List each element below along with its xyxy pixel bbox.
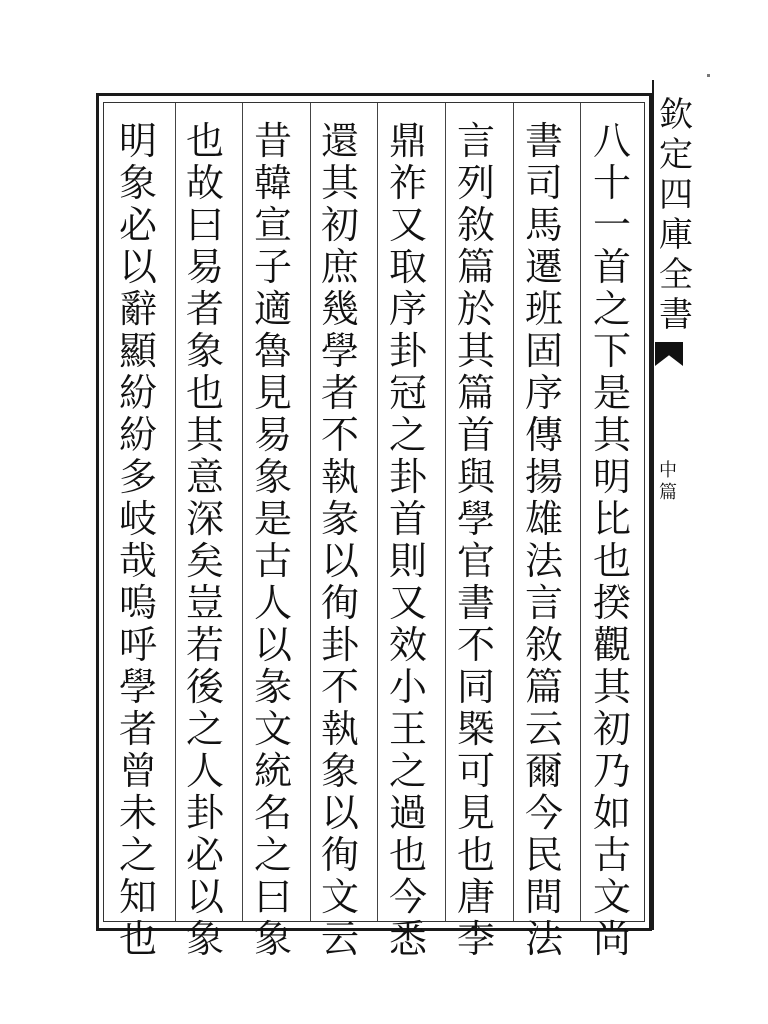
glyph: 過	[388, 791, 427, 835]
glyph: 馬	[524, 203, 563, 247]
glyph: 庶	[320, 245, 359, 289]
glyph: 篇	[659, 482, 677, 503]
glyph: 今	[388, 875, 427, 919]
glyph: 卦	[320, 623, 359, 667]
glyph: 其	[320, 161, 359, 205]
glyph: 十	[592, 161, 631, 205]
glyph: 曰	[253, 875, 292, 919]
glyph: 未	[118, 791, 157, 835]
glyph: 比	[592, 497, 631, 541]
glyph: 象	[320, 749, 359, 793]
glyph: 明	[592, 455, 631, 499]
glyph: 欽	[659, 95, 693, 135]
glyph: 卦	[185, 791, 224, 835]
glyph: 云	[524, 707, 563, 751]
glyph: 故	[185, 161, 224, 205]
glyph: 卦	[388, 329, 427, 373]
glyph: 卦	[388, 455, 427, 499]
text-column	[512, 119, 576, 961]
glyph: 也	[185, 371, 224, 415]
glyph: 全	[659, 255, 693, 295]
glyph: 法	[524, 917, 563, 961]
glyph: 執	[320, 455, 359, 499]
glyph: 效	[388, 623, 427, 667]
text-column	[376, 119, 440, 961]
glyph: 名	[253, 791, 292, 835]
glyph: 易	[185, 245, 224, 289]
glyph: 官	[456, 539, 495, 583]
glyph: 後	[185, 665, 224, 709]
glyph: 書	[524, 119, 563, 163]
glyph: 易	[253, 413, 292, 457]
glyph: 幾	[320, 287, 359, 331]
text-column	[173, 119, 237, 961]
glyph: 書	[456, 581, 495, 625]
glyph: 首	[592, 245, 631, 289]
glyph: 不	[456, 623, 495, 667]
glyph: 統	[253, 749, 292, 793]
glyph: 是	[592, 371, 631, 415]
glyph: 不	[320, 665, 359, 709]
glyph: 徇	[320, 581, 359, 625]
glyph: 序	[524, 371, 563, 415]
glyph: 尚	[592, 917, 631, 961]
glyph: 學	[456, 497, 495, 541]
glyph: 可	[456, 749, 495, 793]
glyph: 固	[524, 329, 563, 373]
glyph: 者	[118, 707, 157, 751]
glyph: 是	[253, 497, 292, 541]
glyph: 也	[185, 119, 224, 163]
glyph: 之	[118, 833, 157, 877]
text-column	[106, 119, 170, 961]
glyph: 適	[253, 287, 292, 331]
glyph: 觀	[592, 623, 631, 667]
glyph: 揆	[592, 581, 631, 625]
glyph: 敘	[524, 623, 563, 667]
glyph: 若	[185, 623, 224, 667]
glyph: 曾	[118, 749, 157, 793]
glyph: 之	[388, 749, 427, 793]
glyph: 取	[388, 245, 427, 289]
glyph: 古	[592, 833, 631, 877]
glyph: 言	[524, 581, 563, 625]
glyph: 哉	[118, 539, 157, 583]
text-column	[580, 119, 644, 961]
glyph: 序	[388, 287, 427, 331]
glyph: 古	[253, 539, 292, 583]
glyph: 以	[118, 245, 157, 289]
glyph: 司	[524, 161, 563, 205]
glyph: 文	[592, 875, 631, 919]
glyph: 也	[592, 539, 631, 583]
glyph: 執	[320, 707, 359, 751]
glyph: 文	[253, 707, 292, 751]
glyph: 象	[185, 917, 224, 961]
glyph: 民	[524, 833, 563, 877]
glyph: 深	[185, 497, 224, 541]
glyph: 鼎	[388, 119, 427, 163]
glyph: 人	[253, 581, 292, 625]
glyph: 李	[456, 917, 495, 961]
glyph: 間	[524, 875, 563, 919]
glyph: 則	[388, 539, 427, 583]
glyph: 首	[388, 497, 427, 541]
glyph: 必	[118, 203, 157, 247]
glyph: 人	[185, 749, 224, 793]
glyph: 篇	[456, 371, 495, 415]
glyph: 文	[320, 875, 359, 919]
glyph: 同	[456, 665, 495, 709]
glyph: 象	[253, 455, 292, 499]
glyph: 之	[185, 707, 224, 751]
glyph: 冠	[388, 371, 427, 415]
glyph: 意	[185, 455, 224, 499]
glyph: 之	[592, 287, 631, 331]
section-label	[657, 460, 679, 504]
book-title	[656, 95, 696, 335]
glyph: 宣	[253, 203, 292, 247]
text-column	[241, 119, 305, 961]
glyph: 揚	[524, 455, 563, 499]
glyph: 彖	[253, 665, 292, 709]
glyph: 也	[118, 917, 157, 961]
glyph: 班	[524, 287, 563, 331]
glyph: 象	[118, 161, 157, 205]
glyph: 以	[253, 623, 292, 667]
glyph: 韓	[253, 161, 292, 205]
glyph: 以	[320, 791, 359, 835]
glyph: 呼	[118, 623, 157, 667]
glyph: 岐	[118, 497, 157, 541]
glyph: 也	[456, 833, 495, 877]
glyph: 庫	[659, 215, 693, 255]
glyph: 下	[592, 329, 631, 373]
glyph: 見	[456, 791, 495, 835]
glyph: 書	[659, 295, 693, 335]
glyph: 列	[456, 161, 495, 205]
glyph: 其	[592, 665, 631, 709]
glyph: 明	[118, 119, 157, 163]
glyph: 悉	[388, 917, 427, 961]
glyph: 必	[185, 833, 224, 877]
glyph: 還	[320, 119, 359, 163]
glyph: 四	[659, 175, 693, 215]
glyph: 唐	[456, 875, 495, 919]
glyph: 首	[456, 413, 495, 457]
glyph: 篇	[456, 245, 495, 289]
glyph: 多	[118, 455, 157, 499]
glyph: 言	[456, 119, 495, 163]
glyph: 定	[659, 135, 693, 175]
glyph: 嗚	[118, 581, 157, 625]
glyph: 子	[253, 245, 292, 289]
glyph: 學	[118, 665, 157, 709]
glyph: 中	[659, 460, 677, 481]
glyph: 又	[388, 581, 427, 625]
glyph: 今	[524, 791, 563, 835]
speck	[707, 74, 710, 77]
glyph: 如	[592, 791, 631, 835]
glyph: 顯	[118, 329, 157, 373]
glyph: 篇	[524, 665, 563, 709]
glyph: 知	[118, 875, 157, 919]
glyph: 辭	[118, 287, 157, 331]
glyph: 云	[320, 917, 359, 961]
glyph: 遷	[524, 245, 563, 289]
glyph: 與	[456, 455, 495, 499]
glyph: 者	[320, 371, 359, 415]
glyph: 王	[388, 707, 427, 751]
glyph: 矣	[185, 539, 224, 583]
glyph: 以	[185, 875, 224, 919]
glyph: 者	[185, 287, 224, 331]
glyph: 傳	[524, 413, 563, 457]
glyph: 紛	[118, 371, 157, 415]
glyph: 不	[320, 413, 359, 457]
glyph: 又	[388, 203, 427, 247]
text-column	[308, 119, 372, 961]
glyph: 初	[320, 203, 359, 247]
glyph: 之	[388, 413, 427, 457]
glyph: 敘	[456, 203, 495, 247]
glyph: 初	[592, 707, 631, 751]
glyph: 也	[388, 833, 427, 877]
glyph: 紛	[118, 413, 157, 457]
glyph: 曰	[185, 203, 224, 247]
glyph: 之	[253, 833, 292, 877]
glyph: 法	[524, 539, 563, 583]
glyph: 其	[592, 413, 631, 457]
glyph: 其	[185, 413, 224, 457]
glyph: 祚	[388, 161, 427, 205]
glyph: 象	[253, 917, 292, 961]
glyph: 昔	[253, 119, 292, 163]
glyph: 小	[388, 665, 427, 709]
glyph: 彖	[320, 497, 359, 541]
glyph: 以	[320, 539, 359, 583]
glyph: 於	[456, 287, 495, 331]
glyph: 一	[592, 203, 631, 247]
glyph: 爾	[524, 749, 563, 793]
glyph: 雄	[524, 497, 563, 541]
glyph: 魯	[253, 329, 292, 373]
glyph: 八	[592, 119, 631, 163]
glyph: 槩	[456, 707, 495, 751]
glyph: 見	[253, 371, 292, 415]
glyph: 學	[320, 329, 359, 373]
glyph: 乃	[592, 749, 631, 793]
glyph: 徇	[320, 833, 359, 877]
text-column	[444, 119, 508, 961]
glyph: 豈	[185, 581, 224, 625]
glyph: 其	[456, 329, 495, 373]
glyph: 象	[185, 329, 224, 373]
